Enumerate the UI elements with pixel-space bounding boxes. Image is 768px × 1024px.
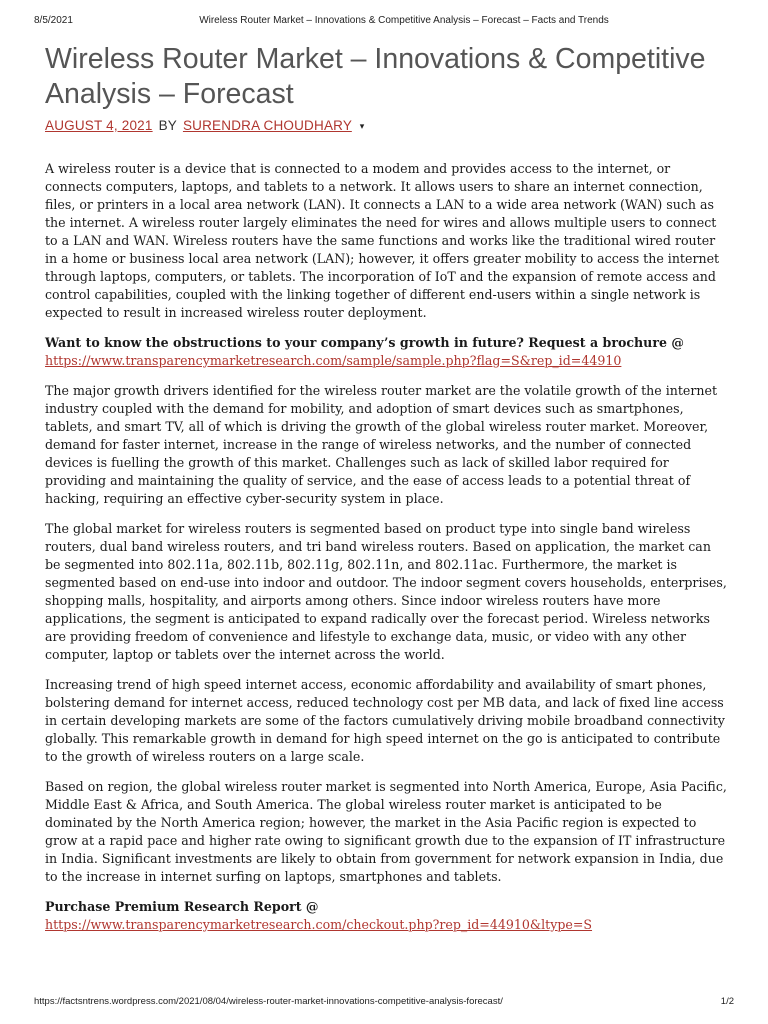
brochure-cta — [45, 334, 728, 370]
brochure-link[interactable]: https://www.transparencymarketresearch.com/sample/sample.php?flag=S&rep_id=44910 — [45, 353, 622, 368]
print-date: 8/5/2021 — [34, 15, 73, 26]
paragraph-growth-drivers: The major growth drivers identified for the wireless router market are the volatile growth of the internet industry coupled with the demand for mobility, and adoption of smart devices such as smartphones, tablets, and smart TV, all of which is driving the growth of the global wireless router market. Moreover, demand for faster internet, increase in the range of wireless networks, and the number of connected devices is fuelling the growth of this market. Challenges such as lack of skilled labor required for providing and maintaining the quality of service, and the ease of access leads to a potential threat of hacking, requiring an effective cyber-security system in place. — [45, 383, 718, 506]
author-link[interactable]: SURENDRA CHOUDHARY — [182, 118, 352, 133]
brochure-cta-text: Want to know the obstructions to your company’s growth in future? Request a brochure @ — [45, 335, 684, 350]
print-footer — [34, 996, 734, 1010]
article-meta — [45, 118, 365, 133]
paragraph-trends: Increasing trend of high speed internet access, economic affordability and availability of smart phones, bolstering demand for internet access, reduced technology cost per MB data, and lack of fixed line access in certain developing markets are some of the factors cumulatively driving mobile broadband connectivity globally. This remarkable growth in demand for high speed internet on the go is anticipated to contribute to the growth of wireless routers on a large scale. — [45, 677, 725, 764]
byline-by: BY — [158, 118, 177, 133]
article-title: Wireless Router Market – Innovations & Competitive Analysis – Forecast — [45, 43, 706, 110]
purchase-cta-text: Purchase Premium Research Report @ — [45, 899, 319, 914]
article-body — [45, 160, 728, 946]
paragraph-regions: Based on region, the global wireless router market is segmented into North America, Europe, Asia Pacific, Middle East & Africa, and South America. The global wireless router market is anticipated to be dominated by the North America region; however, the market in the Asia Pacific region is expected to grow at a rapid pace and higher rate owing to significant growth due to the expansion of IT infrastructure in India. Significant investments are likely to obtain from government for network expansion in India, due to the increase in internet surfing on laptops, smartphones and tablets. — [45, 779, 727, 884]
paragraph-segmentation: The global market for wireless routers is segmented based on product type into single band wireless routers, dual band wireless routers, and tri band wireless routers. Based on application, the market can be segmented into 802.11a, 802.11b, 802.11g, 802.11n, and 802.11ac. Furthermore, the market is segmented based on end-use into indoor and outdoor. The indoor segment covers households, enterprises, shopping malls, hospitality, and airports among others. Since indoor wireless routers have more applications, the segment is anticipated to expand radically over the forecast period. Wireless networks are providing freedom of convenience and lifestyle to exchange data, music, or video with any other computer, laptop or tablets over the internet across the world. — [45, 521, 727, 662]
post-date-link[interactable]: AUGUST 4, 2021 — [45, 118, 153, 133]
print-url: https://factsntrens.wordpress.com/2021/08/04/wireless-router-market-innovations-competitive-analysis-forecast/ — [34, 996, 503, 1007]
paragraph-intro: A wireless router is a device that is connected to a modem and provides access to the internet, or connects computers, laptops, and tablets to a network. It allows users to share an internet connection, files, or printers in a local area network (LAN). It connects a LAN to a wide area network (WAN) such as the internet. A wireless router largely eliminates the need for wires and allows multiple users to connect to a LAN and WAN. Wireless routers have the same functions and works like the traditional wired router in a home or business local area network (LAN); however, it offers greater mobility to access the internet through laptops, computers, or tablets. The incorporation of IoT and the expansion of remote access and control capabilities, coupled with the linking together of different end-users within a single network is expected to result in increased wireless router deployment. — [45, 161, 720, 320]
purchase-link[interactable]: https://www.transparencymarketresearch.com/checkout.php?rep_id=44910&ltype=S — [45, 917, 593, 932]
page-number: 1/2 — [720, 996, 734, 1007]
purchase-cta — [45, 898, 728, 934]
print-header — [34, 15, 734, 29]
chevron-down-icon[interactable]: ▾ — [359, 121, 365, 131]
print-page-title: Wireless Router Market – Innovations & Competitive Analysis – Forecast – Facts and Trends — [199, 15, 609, 26]
